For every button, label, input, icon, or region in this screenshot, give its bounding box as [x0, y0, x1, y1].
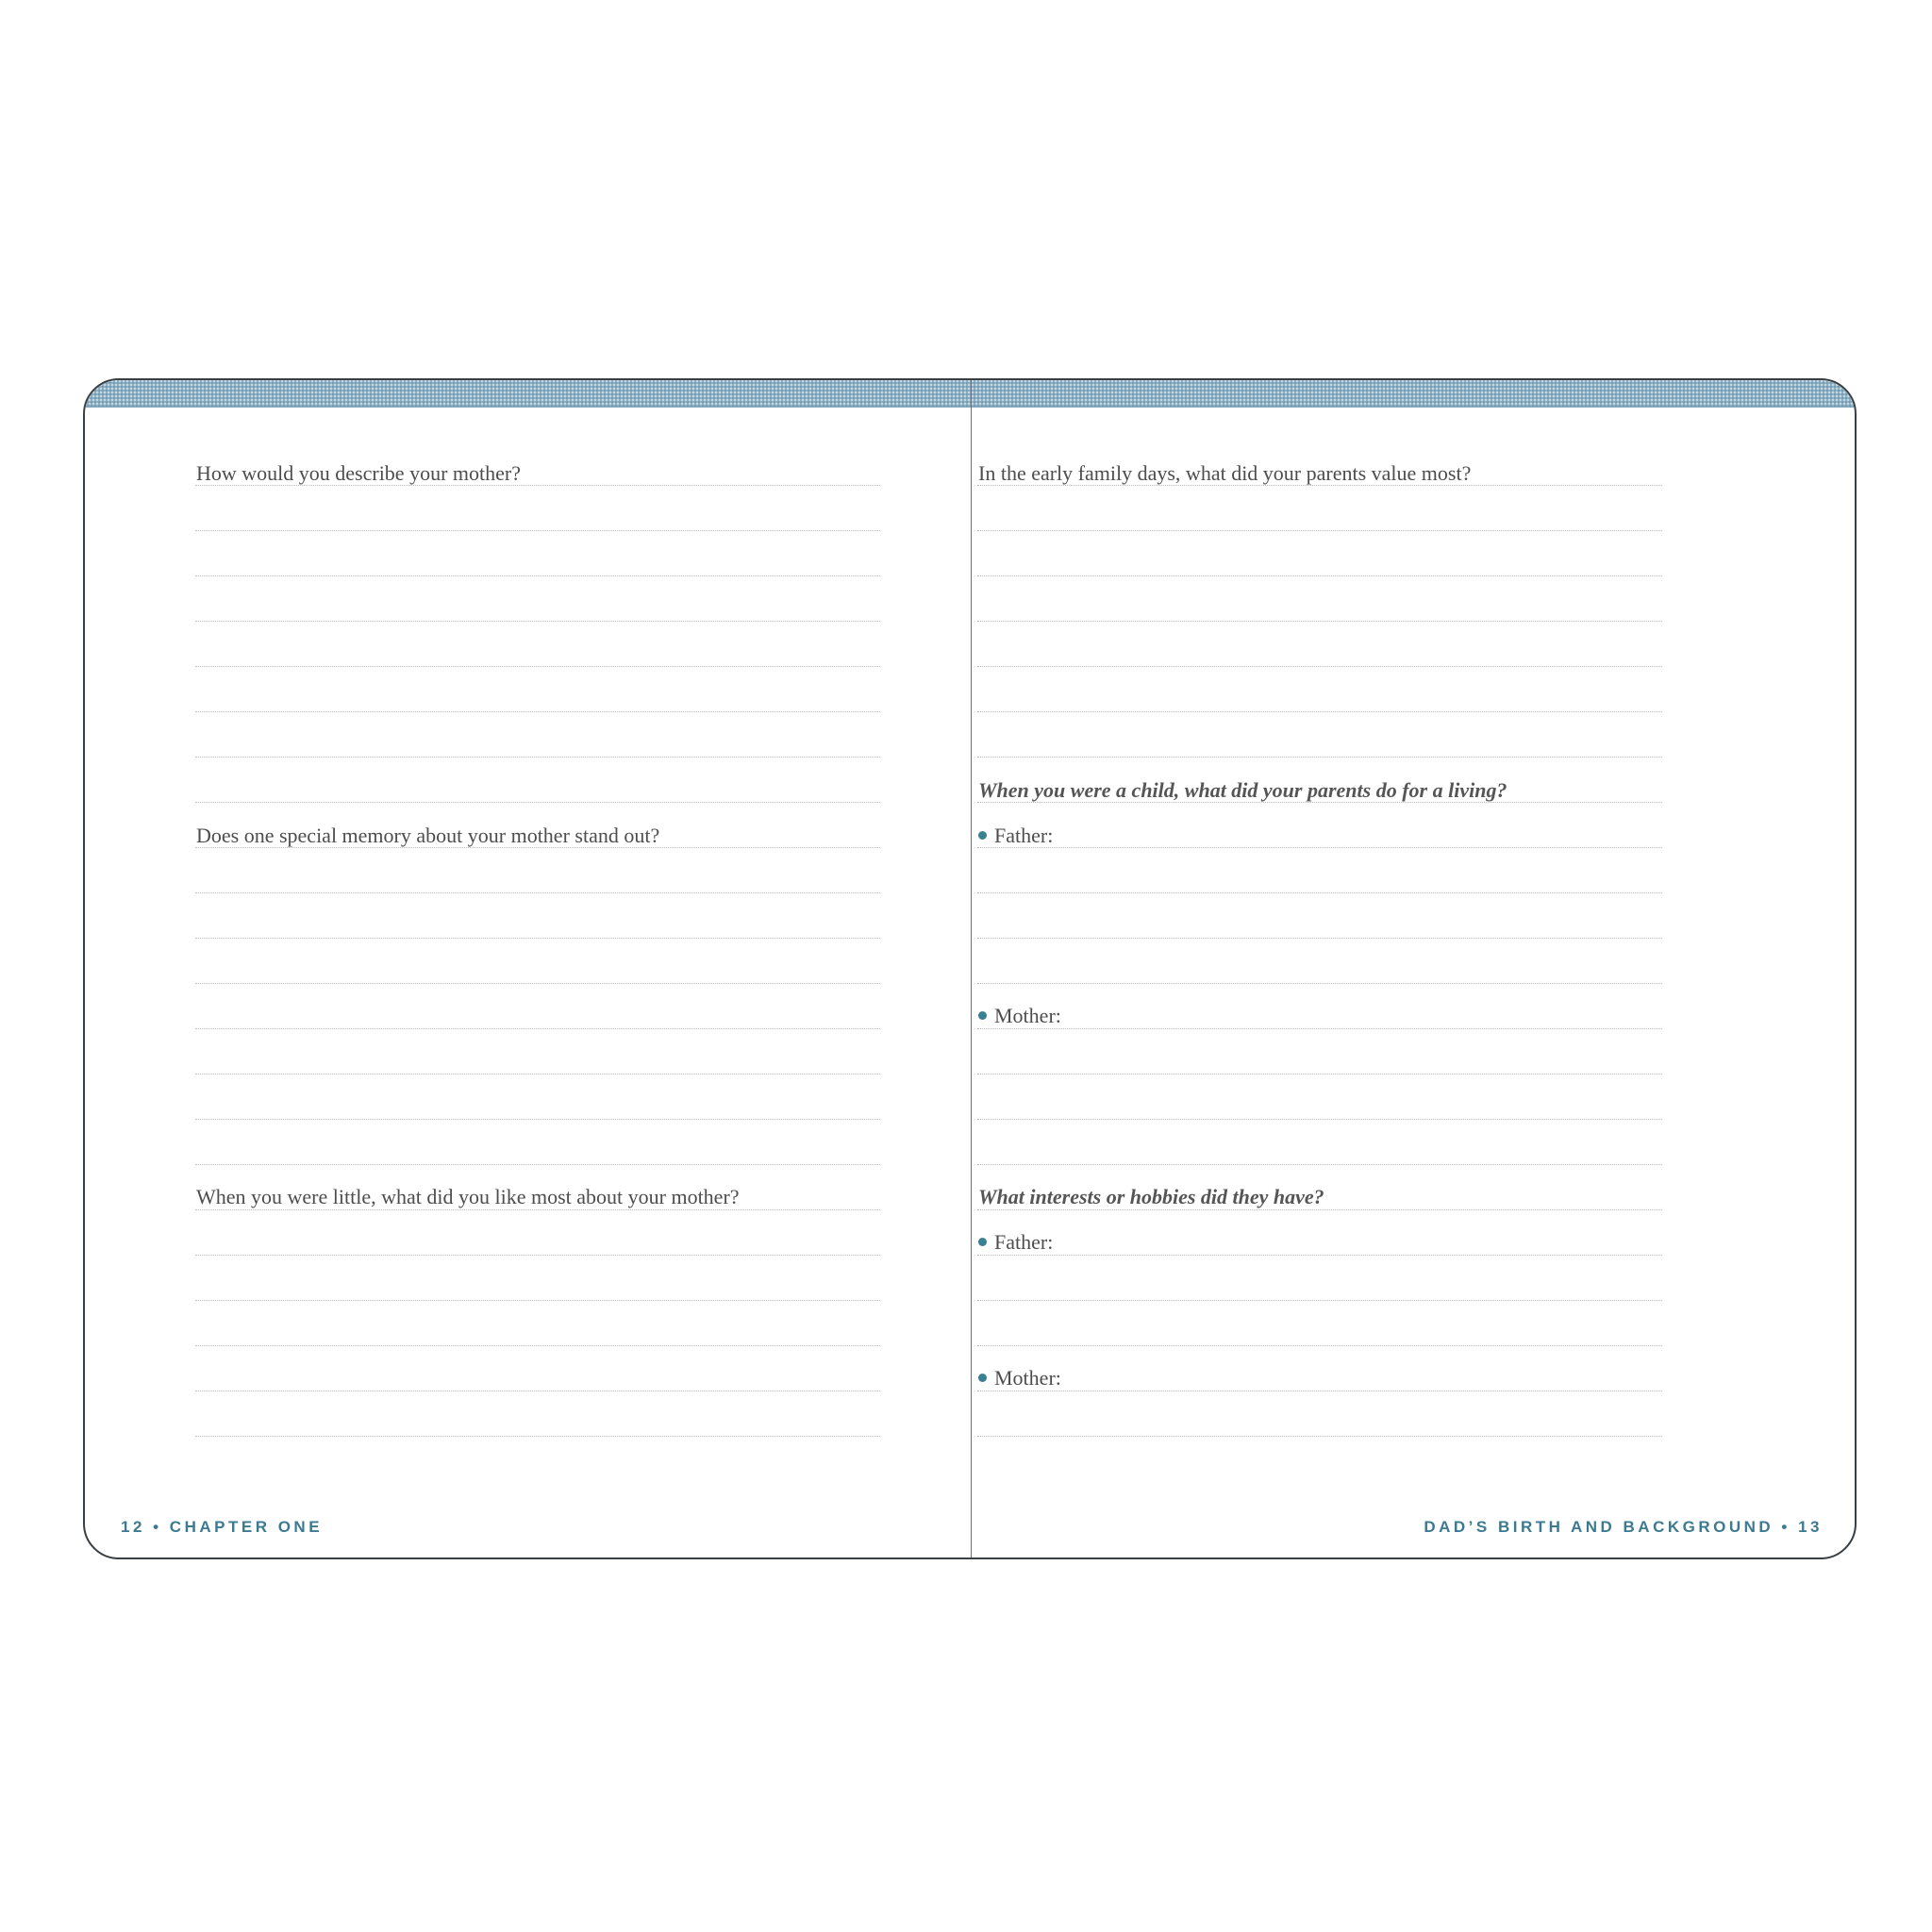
left-page: [85, 380, 971, 1557]
writing-line[interactable]: [977, 1300, 1662, 1301]
question-parents-living: When you were a child, what did your parents do for a living?: [978, 778, 1507, 802]
writing-line[interactable]: [977, 892, 1662, 893]
writing-line[interactable]: [977, 621, 1662, 622]
writing-line[interactable]: [977, 1345, 1662, 1346]
right-page: [973, 380, 1857, 1557]
hobbies-father-item: [978, 1232, 1053, 1253]
writing-line[interactable]: [195, 1436, 880, 1437]
writing-line[interactable]: [977, 530, 1662, 531]
writing-line[interactable]: [977, 847, 1662, 848]
writing-line[interactable]: [195, 1255, 880, 1256]
writing-line[interactable]: [195, 847, 880, 848]
writing-line[interactable]: [977, 485, 1662, 486]
writing-line[interactable]: [977, 1436, 1662, 1437]
writing-line[interactable]: [195, 621, 880, 622]
writing-line[interactable]: [195, 892, 880, 893]
writing-line[interactable]: [977, 1028, 1662, 1029]
writing-line[interactable]: [977, 666, 1662, 667]
question-interests-hobbies: What interests or hobbies did they have?: [978, 1185, 1324, 1208]
book-spread: [83, 378, 1857, 1559]
writing-line[interactable]: [977, 1164, 1662, 1165]
hobbies-mother-label: Mother:: [994, 1366, 1061, 1390]
writing-line[interactable]: [977, 1119, 1662, 1120]
question-liked-most: When you were little, what did you like most about your mother?: [196, 1185, 740, 1208]
question-describe-mother: How would you describe your mother?: [196, 461, 521, 485]
bullet-icon: [978, 1374, 987, 1382]
writing-line[interactable]: [195, 757, 880, 758]
living-mother-label: Mother:: [994, 1004, 1061, 1027]
writing-line[interactable]: [195, 530, 880, 531]
writing-line[interactable]: [977, 983, 1662, 984]
writing-line[interactable]: [195, 575, 880, 576]
living-mother-item: [978, 1006, 1061, 1026]
page-gutter: [971, 380, 972, 1557]
writing-line[interactable]: [977, 711, 1662, 712]
writing-line[interactable]: [195, 1028, 880, 1029]
writing-line[interactable]: [195, 1164, 880, 1165]
writing-line[interactable]: [977, 575, 1662, 576]
writing-line[interactable]: [195, 1209, 880, 1210]
right-folio: DAD’S BIRTH AND BACKGROUND • 13: [1424, 1518, 1823, 1536]
writing-line[interactable]: [195, 1300, 880, 1301]
bullet-icon: [978, 1238, 987, 1246]
writing-line[interactable]: [195, 802, 880, 803]
left-folio: 12 • CHAPTER ONE: [121, 1518, 324, 1536]
bullet-icon: [978, 1011, 987, 1020]
writing-line[interactable]: [195, 1119, 880, 1120]
writing-line[interactable]: [977, 802, 1662, 803]
bullet-icon: [978, 831, 987, 840]
writing-line[interactable]: [195, 711, 880, 712]
living-father-item: [978, 825, 1053, 846]
writing-line[interactable]: [977, 757, 1662, 758]
writing-line[interactable]: [195, 938, 880, 939]
living-father-label: Father:: [994, 824, 1054, 847]
writing-line[interactable]: [977, 938, 1662, 939]
writing-line[interactable]: [977, 1209, 1662, 1210]
writing-line[interactable]: [195, 983, 880, 984]
question-special-memory: Does one special memory about your mother stand out?: [196, 824, 660, 847]
hobbies-father-label: Father:: [994, 1230, 1054, 1254]
writing-line[interactable]: [195, 485, 880, 486]
writing-line[interactable]: [195, 1345, 880, 1346]
question-parents-value: In the early family days, what did your parents value most?: [978, 461, 1472, 485]
writing-line[interactable]: [977, 1255, 1662, 1256]
hobbies-mother-item: [978, 1368, 1061, 1389]
writing-line[interactable]: [195, 666, 880, 667]
